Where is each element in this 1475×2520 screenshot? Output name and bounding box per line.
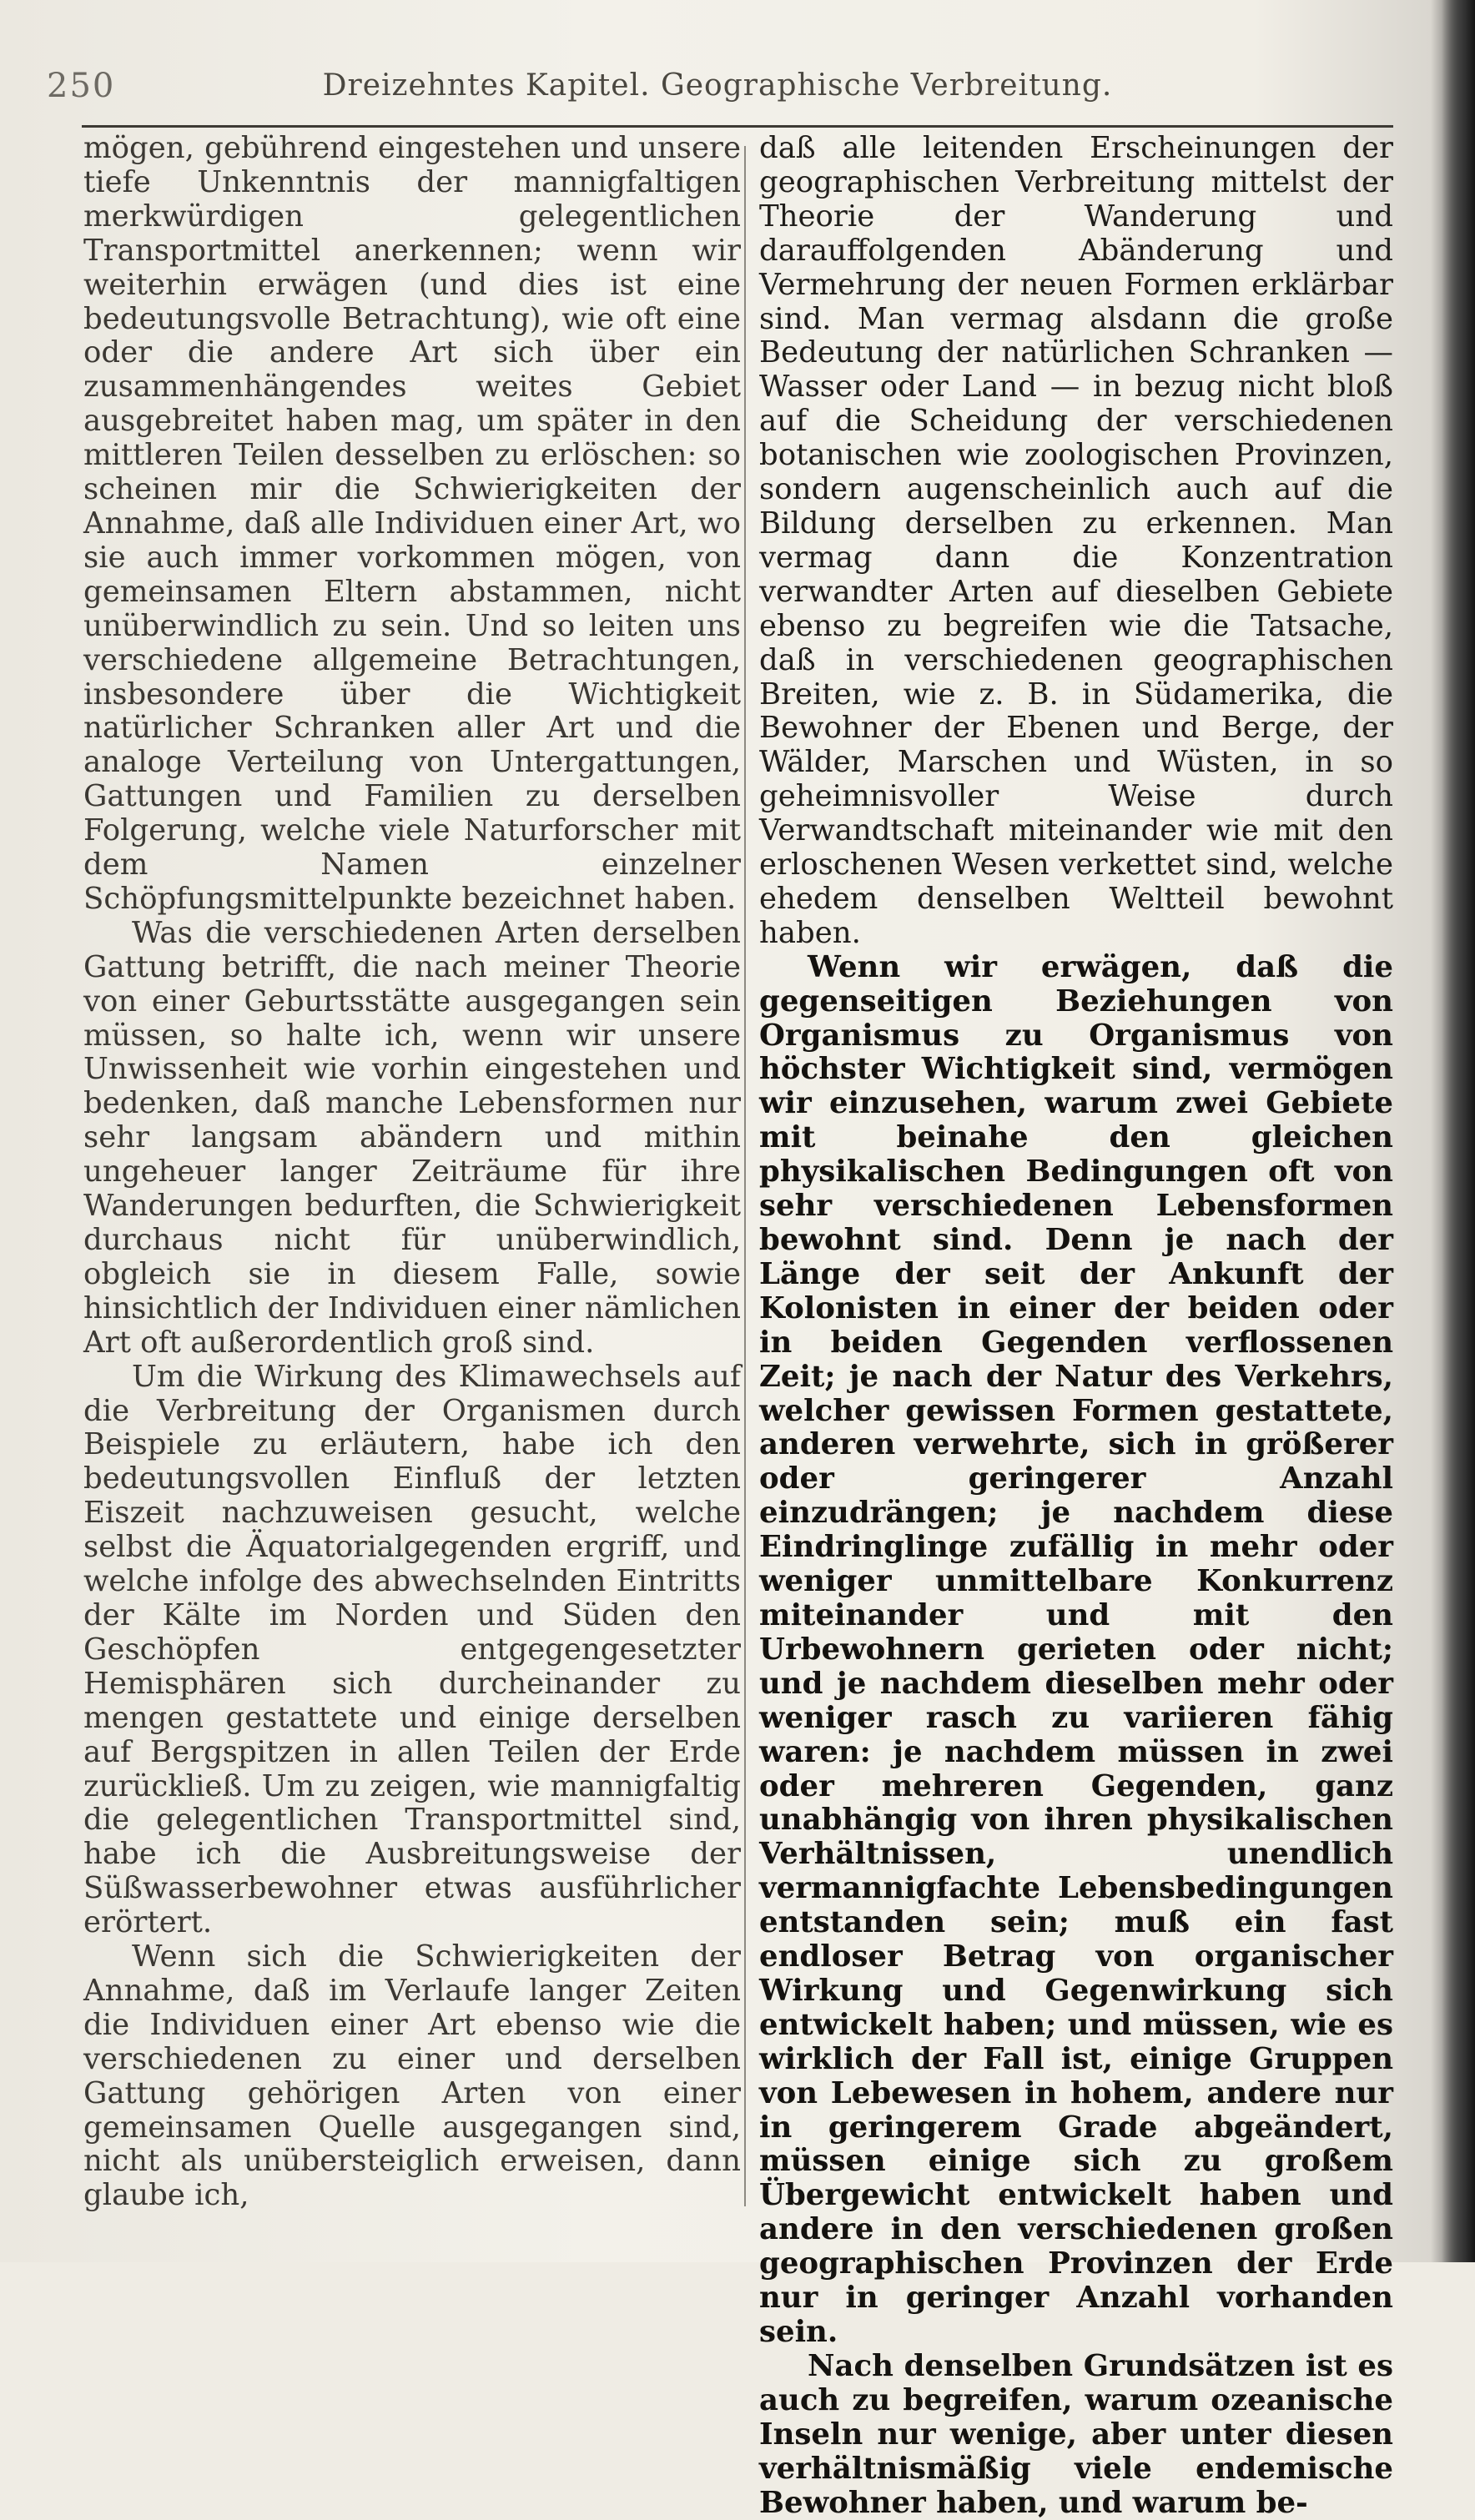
header-rule bbox=[82, 125, 1393, 128]
paragraph: Wenn sich die Schwierigkeiten der Annahme, daß im Verlaufe langer Zeiten die Individuen einer Art ebenso wie die verschiedenen zu einer und derselben Gattung gehörigen Arten von einer gemeinsamen Quelle ausgegangen sind, nicht als unübersteiglich erweisen, dann glaube ich, bbox=[83, 1939, 741, 2213]
column-divider bbox=[744, 146, 746, 2206]
paragraph: mögen, gebührend eingestehen und unsere tiefe Unkenntnis der mannigfaltigen merkwürdigen gelegentlichen Transportmittel anerkennen; wenn wir weiterhin erwägen (und dies ist eine bedeutungsvolle Betrachtung), wie oft eine oder die andere Art sich über ein zusammenhängendes weites Gebiet ausgebreitet haben mag, um später in den mittleren Teilen desselben zu erlöschen: so scheinen mir die Schwierigkeiten der Annahme, daß alle Individuen einer Art, wo sie auch immer vorkommen mögen, von gemeinsamen Eltern abstammen, nicht unüberwindlich zu sein. Und so leiten uns verschiedene allgemeine Betrachtungen, insbesondere über die Wichtigkeit natürlicher Schranken aller Art und die analoge Verteilung von Untergattungen, Gattungen und Familien zu derselben Folgerung, welche viele Naturforscher mit dem Namen einzelner Schöpfungsmittelpunkte bezeichnet haben. bbox=[83, 131, 741, 916]
paragraph: Um die Wirkung des Klimawechsels auf die Verbreitung der Organismen durch Beispiele zu erläutern, habe ich den bedeutungsvollen Einfluß der letzten Eiszeit nachzuweisen gesucht, welche selbst die Äquatorialgegenden ergriff, und welche infolge des abwechselnden Eintritts der Kälte im Norden und Süden den Geschöpfen entgegengesetzter Hemisphären sich durcheinander zu mengen gestattete und einige derselben auf Bergspitzen in allen Teilen der Erde zurückließ. Um zu zeigen, wie mannigfaltig die gelegentlichen Transportmittel sind, habe ich die Ausbreitungsweise der Süßwasserbewohner etwas ausführlicher erörtert. bbox=[83, 1359, 741, 1940]
paragraph: daß alle leitenden Erscheinungen der geographischen Verbreitung mittelst der Theorie der Wanderung und darauffolgenden Abänderung und Vermehrung der neuen Formen erklärbar sind. Man vermag alsdann die große Bedeutung der natürlichen Schranken — Wasser oder Land — in bezug nicht bloß auf die Scheidung der verschiedenen botanischen wie zoologischen Provinzen, sondern augenscheinlich auch auf die Bildung derselben zu erkennen. Man vermag dann die Konzentration verwandter Arten auf dieselben Gebiete ebenso zu begreifen wie die Tatsache, daß in verschiedenen geographischen Breiten, wie z. B. in Südamerika, die Bewohner der Ebenen und Berge, der Wälder, Marschen und Wüsten, in so geheimnisvoller Weise durch Verwandtschaft miteinander wie mit den erloschenen Wesen verkettet sind, welche ehedem denselben Weltteil bewohnt haben. bbox=[759, 131, 1393, 950]
book-spine-shadow bbox=[1442, 0, 1475, 2262]
left-column bbox=[83, 132, 741, 2213]
paragraph: Nach denselben Grundsätzen ist es auch zu begreifen, warum ozeanische Inseln nur wenige, aber unter diesen verhältnismäßig viele endemische Bewohner haben, und warum be- bbox=[759, 2348, 1393, 2520]
paragraph: Wenn wir erwägen, daß die gegenseitigen Beziehungen von Organismus zu Organismus von höchster Wichtigkeit sind, vermögen wir einzusehen, warum zwei Gebiete mit beinahe den gleichen physikalischen Bedingungen oft von sehr verschiedenen Lebensformen bewohnt sind. Denn je nach der Länge der seit der Ankunft der Kolonisten in einer der beiden oder in beiden Gegenden verflossenen Zeit; je nach der Natur des Verkehrs, welcher gewissen Formen gestattete, anderen verwehrte, sich in größerer oder geringerer Anzahl einzudrängen; je nachdem diese Eindringlinge zufällig in mehr oder weniger unmittelbare Konkurrenz miteinander und mit den Urbewohnern gerieten oder nicht; und je nachdem dieselben mehr oder weniger rasch zu variieren fähig waren: je nachdem müssen in zwei oder mehreren Gegenden, ganz unabhängig von ihren physikalischen Verhältnissen, unendlich vermannigfachte Lebensbedingungen entstanden sein; muß ein fast endloser Betrag von organischer Wirkung und Gegenwirkung sich entwickelt haben; und müssen, wie es wirklich der Fall ist, einige Gruppen von Lebewesen in hohem, andere nur in geringerem Grade abgeändert, müssen einige sich zu großem Übergewicht entwickelt haben und andere in den verschiedenen großen geographischen Provinzen der Erde nur in geringer Anzahl vorhanden sein. bbox=[759, 949, 1393, 2349]
page-number: 250 bbox=[47, 67, 116, 105]
right-column bbox=[759, 132, 1393, 2520]
page-header bbox=[42, 65, 1393, 112]
running-head: Dreizehntes Kapitel. Geographische Verbreitung. bbox=[322, 68, 1113, 103]
paragraph: Was die verschiedenen Arten derselben Gattung betrifft, die nach meiner Theorie von einer Geburtsstätte ausgegangen sein müssen, so halte ich, wenn wir unsere Unwissenheit wie vorhin eingestehen und bedenken, daß manche Lebensformen nur sehr langsam abändern und mithin ungeheuer langer Zeiträume für ihre Wanderungen bedurften, die Schwierigkeit durchaus nicht für unüberwindlich, obgleich sie in diesem Falle, sowie hinsichtlich der Individuen einer nämlichen Art oft außerordentlich groß sind. bbox=[83, 915, 741, 1360]
